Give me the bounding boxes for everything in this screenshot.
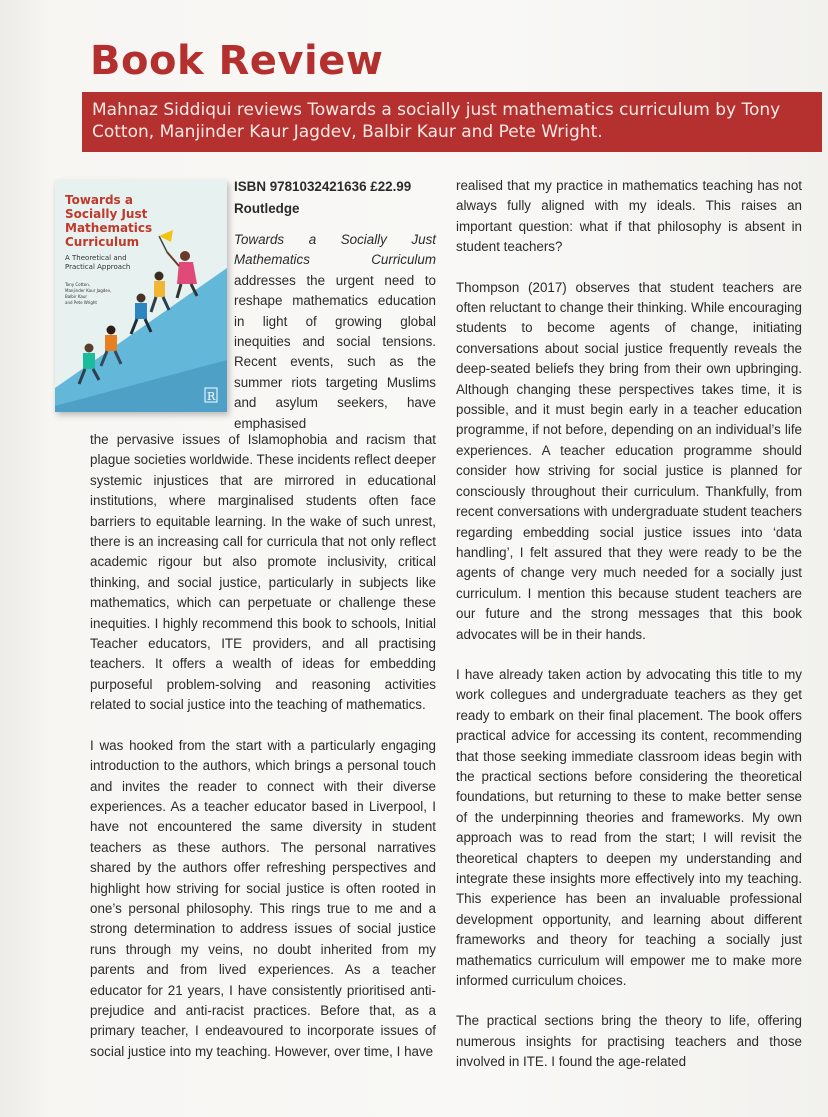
publisher-name: Routledge (234, 201, 300, 216)
review-banner: Mahnaz Siddiqui reviews Towards a socially just mathematics curriculum by Tony Cotton, Manjinder Kaur Jagdev, Balbir Kaur and Pete Wright. (82, 92, 822, 152)
review-left-column (90, 430, 436, 1082)
cover-author-2: Manjinder Kaur Jagdev, (65, 288, 112, 293)
isbn-price: ISBN 9781032421636 £22.99 (234, 179, 412, 194)
review-paragraph-3: realised that my practice in mathematics teaching has not always fully aligned with my ideals. This raises an important question: what if that philosophy is absent in student teachers? (456, 178, 802, 255)
page-title: Book Review (90, 38, 384, 84)
cover-author-4: and Pete Wright (65, 300, 98, 305)
cover-subtitle-line-1: A Theoretical and (65, 254, 127, 262)
review-paragraph-5: I have already taken action by advocating this title to my work collegues and undergraduate teachers as they get ready to embark on their final placement. The book offers practical advice for accessing its content, recommending that those seeking immediate classroom ideas begin with the practical sections before considering the theoretical foundations, but returning to these to make better sense of the underpinning theories and frameworks. My own approach was to read from the start; I will revisit the theoretical chapters to deepen my understanding and integrate these insights more effectively into my teaching. This experience has been an invaluable professional development opportunity, and learning about different frameworks and theory for teaching a socially just mathematics curriculum will empower me to make more informed curriculum choices. (456, 666, 802, 989)
cover-author-1: Tony Cotton, (65, 282, 91, 287)
review-right-column (456, 176, 802, 1093)
cover-author-3: Balbir Kaur (65, 294, 88, 299)
review-intro-paragraph (234, 230, 436, 434)
cover-title-line-2: Socially Just (65, 207, 148, 221)
review-intro-text: addresses the urgent need to reshape mathematics education in light of growing global inequities and social tensions. Recent events, such as the summer riots targeting Muslims and asylum seekers, have emphasised (234, 272, 436, 431)
review-intro-column (234, 176, 436, 454)
cover-subtitle-line-2: Practical Approach (65, 263, 131, 271)
review-paragraph-1-continued: the pervasive issues of Islamophobia and racism that plague societies worldwide. These incidents reflect deeper systemic injustices that are mirrored in educational institutions, where marginalised students often face barriers to equitable learning. In the wake of such unrest, there is an increasing call for curricula that not only reflect academic rigour but also promote inclusivity, critical thinking, and social justice, particularly in subjects like mathematics, which can perpetuate or challenge these inequities. I highly recommend this book to schools, Initial Teacher educators, ITE providers, and all practising teachers. It offers a wealth of ideas for embedding purposeful problem-solving and reasoning activities related to social justice into the teaching of mathematics. (90, 432, 436, 713)
book-cover-image (55, 180, 227, 412)
cover-title-line-4: Curriculum (65, 235, 140, 249)
book-title-inline: Towards a Socially Just Mathematics Curriculum (234, 232, 436, 268)
book-details (234, 176, 436, 220)
review-paragraph-4: Thompson (2017) observes that student teachers are often reluctant to change their thinking. While encouraging students to become agents of change, initiating conversations about social justice frequently reveals the deep-seated beliefs they bring from their own upbringing. Although changing these perspectives takes time, it is possible, and it must begin early in a teacher education programme, if not before, depending on an individual’s life experiences. A teacher education programme should consider how striving for social justice is planned for consciously throughout their curriculum. Thankfully, from recent conversations with undergraduate student teachers regarding embedding social justice issues into ‘data handling’, I felt assured that they were ready to be the agents of change very much needed for a socially just curriculum. I mention this because student teachers are our future and the strong messages that this book advocates will be in their hands. (456, 279, 802, 642)
cover-title-line-3: Mathematics (65, 221, 153, 235)
review-paragraph-6: The practical sections bring the theory to life, offering numerous insights for practising teachers and those involved in ITE. I found the age-related (456, 1013, 802, 1070)
review-paragraph-2: I was hooked from the start with a particularly engaging introduction to the authors, which brings a personal touch and invites the reader to connect with their diverse experiences. As a teacher educator based in Liverpool, I have not encountered the same diversity in student teachers as these authors. The personal narratives shared by the authors offer refreshing perspectives and highlight how striving for social justice is often rooted in one’s personal philosophy. This rings true to me and a strong determination to address issues of social justice runs through my veins, no doubt inherited from my parents and from lived experiences. As a teacher educator for 21 years, I have consistently prioritised anti-prejudice and anti-racist practices. Before that, as a primary teacher, I endeavoured to incorporate issues of social justice into my teaching. However, over time, I have (90, 737, 436, 1059)
cover-publisher-mark: R (207, 390, 216, 403)
cover-title-line-1: Towards a (65, 193, 133, 207)
